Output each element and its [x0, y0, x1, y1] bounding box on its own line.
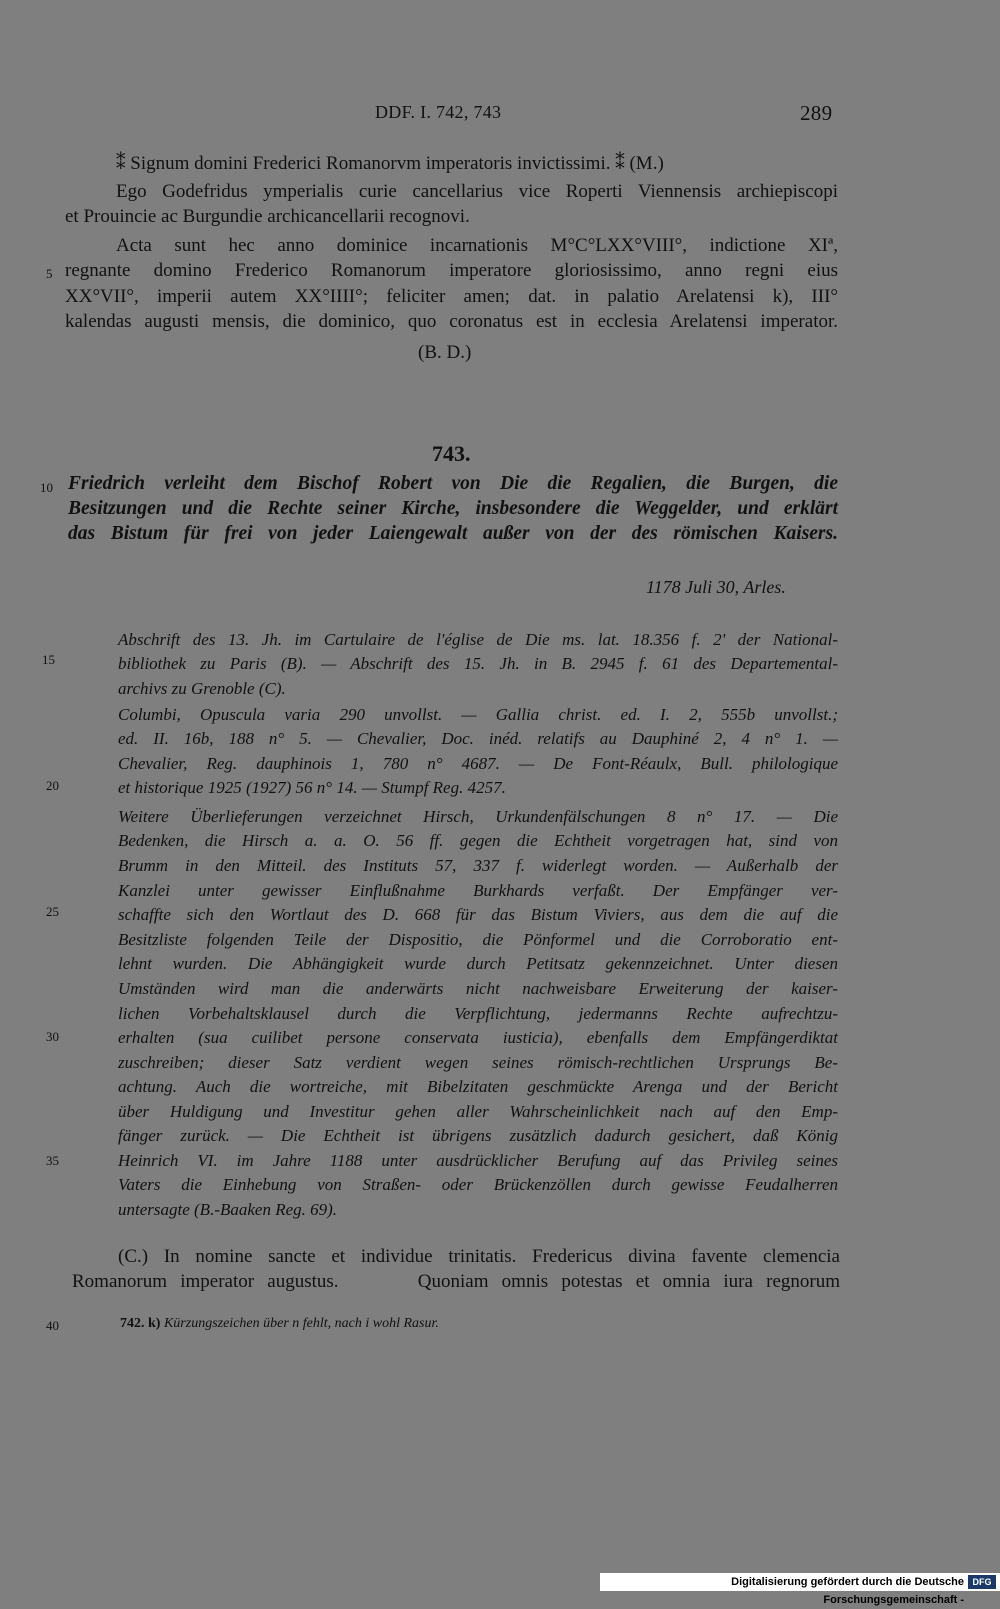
- tradition-line: bibliothek zu Paris (B). — Abschrift des 15. Jh. in B. 2945 f. 61 des Departemental-: [118, 654, 838, 673]
- dating-line: regnante domino Frederico Romanorum imperatore gloriosissimo, anno regni eius: [65, 260, 838, 281]
- commentary-line: lehnt wurden. Die Abhängigkeit wurde durch Petitsatz gekennzeichnet. Unter diesen: [118, 954, 838, 973]
- recognition-line: et Prouincie ac Burgundie archicancellarii recognovi.: [65, 206, 470, 227]
- dating-line: XX°VII°, imperii autem XX°IIII°; feliciter amen; dat. in palatio Arelatensi k), III°: [65, 286, 838, 307]
- commentary-line: über Huldigung und Investitur gehen aller Wahrscheinlichkeit nach auf den Emp-: [118, 1102, 838, 1121]
- page-number: 289: [800, 101, 833, 125]
- signum-line: ⁑ Signum domini Frederici Romanorvm imperatoris invictissimi. ⁑ (M.): [116, 153, 664, 174]
- line-number: 5: [46, 266, 53, 281]
- commentary-line: Heinrich VI. im Jahre 1188 unter ausdrücklicher Berufung auf das Privileg seines: [118, 1151, 838, 1170]
- dating-line: Acta sunt hec anno dominice incarnationis M°C°LXX°VIII°, indictione XIª,: [116, 235, 838, 256]
- line-number: 30: [46, 1029, 59, 1044]
- editions-line: et historique 1925 (1927) 56 n° 14. — Stumpf Reg. 4257.: [118, 778, 506, 797]
- commentary-line: zuschreiben; dieser Satz verdient wegen seines römisch-rechtlichen Ursprungs Be-: [118, 1053, 838, 1072]
- commentary-line: Kanzlei unter gewisser Einflußnahme Burkhards verfaßt. Der Empfänger ver-: [118, 881, 838, 900]
- commentary-line: Vaters die Einhebung von Straßen- oder Brückenzöllen durch gewisse Feudalherren: [118, 1175, 838, 1194]
- document-title-line: Friedrich verleiht dem Bischof Robert von Die die Regalien, die Burgen, die: [68, 473, 838, 494]
- text-line: Romanorum imperator augustus. Quoniam omnis potestas et omnia iura regnorum: [72, 1271, 840, 1292]
- commentary-line: achtung. Auch die wortreiche, mit Bibelzitaten geschmückte Arenga und der Bericht: [118, 1077, 838, 1096]
- digitization-credit: Digitalisierung gefördert durch die Deutsche Forschungsgemeinschaft -: [600, 1573, 1000, 1591]
- commentary-line: fänger zurück. — Die Echtheit ist übrigens zusätzlich dadurch gesichert, daß König: [118, 1126, 838, 1145]
- editions-line: Chevalier, Reg. dauphinois 1, 780 n° 4687. — De Font-Réaulx, Bull. philologique: [118, 754, 838, 773]
- footnote-ref: 742. k): [120, 1316, 161, 1331]
- commentary-line: lichen Vorbehaltsklausel durch die Verpflichtung, jedermanns Rechte aufrechtzu-: [118, 1004, 838, 1023]
- document-number: 743.: [432, 441, 471, 466]
- line-number: 35: [46, 1153, 59, 1168]
- dfg-logo: DFG: [968, 1575, 996, 1589]
- line-number: 40: [46, 1318, 59, 1333]
- editions-line: ed. II. 16b, 188 n° 5. — Chevalier, Doc. inéd. relatifs au Dauphiné 2, 4 n° 1. —: [118, 729, 838, 748]
- dating-line: kalendas augusti mensis, die dominico, quo coronatus est in ecclesia Arelatensi imperator.: [65, 311, 838, 332]
- commentary-line: Umständen wird man die anderwärts nicht nachweisbare Erweiterung der kaiser-: [118, 979, 838, 998]
- editions-line: Columbi, Opuscula varia 290 unvollst. — Gallia christ. ed. I. 2, 555b unvollst.;: [118, 705, 838, 724]
- running-title: DDF. I. 742, 743: [375, 102, 502, 122]
- commentary-line: erhalten (sua cuilibet persone conservata iusticia), ebenfalls dem Empfängerdiktat: [118, 1028, 838, 1047]
- line-number: 15: [42, 652, 55, 667]
- commentary-line: Besitzliste folgenden Teile der Dispositio, die Pönformel und die Corroboratio ent-: [118, 930, 838, 949]
- line-number: 25: [46, 904, 59, 919]
- commentary-line: schaffte sich den Wortlaut des D. 668 für das Bistum Viviers, aus dem die auf die: [118, 905, 838, 924]
- text-line: (C.) In nomine sancte et individue trinitatis. Fredericus divina favente clemencia: [118, 1246, 840, 1267]
- document-title-line: das Bistum für frei von jeder Laiengewalt außer von der des römischen Kaisers.: [68, 523, 838, 544]
- footnote-text: Kürzungszeichen über n fehlt, nach i wohl Rasur.: [163, 1316, 439, 1331]
- commentary-line: Brumm in den Mitteil. des Instituts 57, 337 f. widerlegt worden. — Außerhalb der: [118, 856, 838, 875]
- commentary-line: Bedenken, die Hirsch a. a. O. 56 ff. gegen die Echtheit vorgetragen hat, sind von: [118, 831, 838, 850]
- commentary-line: Weitere Überlieferungen verzeichnet Hirsch, Urkundenfälschungen 8 n° 17. — Die: [118, 807, 838, 826]
- recognition-line: Ego Godefridus ymperialis curie cancellarius vice Roperti Viennensis archiepiscopi: [116, 181, 838, 202]
- tradition-line: Abschrift des 13. Jh. im Cartulaire de l'église de Die ms. lat. 18.356 f. 2' der National-: [118, 630, 838, 649]
- commentary-line: untersagte (B.-Baaken Reg. 69).: [118, 1200, 338, 1219]
- line-number: 10: [40, 480, 53, 495]
- sigla: (B. D.): [418, 342, 472, 363]
- footnote: [120, 1316, 439, 1332]
- document-title-line: Besitzungen und die Rechte seiner Kirche, insbesondere die Weggelder, und erklärt: [68, 498, 838, 519]
- line-number: 20: [46, 778, 59, 793]
- date-place: 1178 Juli 30, Arles.: [646, 577, 786, 597]
- tradition-line: archivs zu Grenoble (C).: [118, 679, 286, 698]
